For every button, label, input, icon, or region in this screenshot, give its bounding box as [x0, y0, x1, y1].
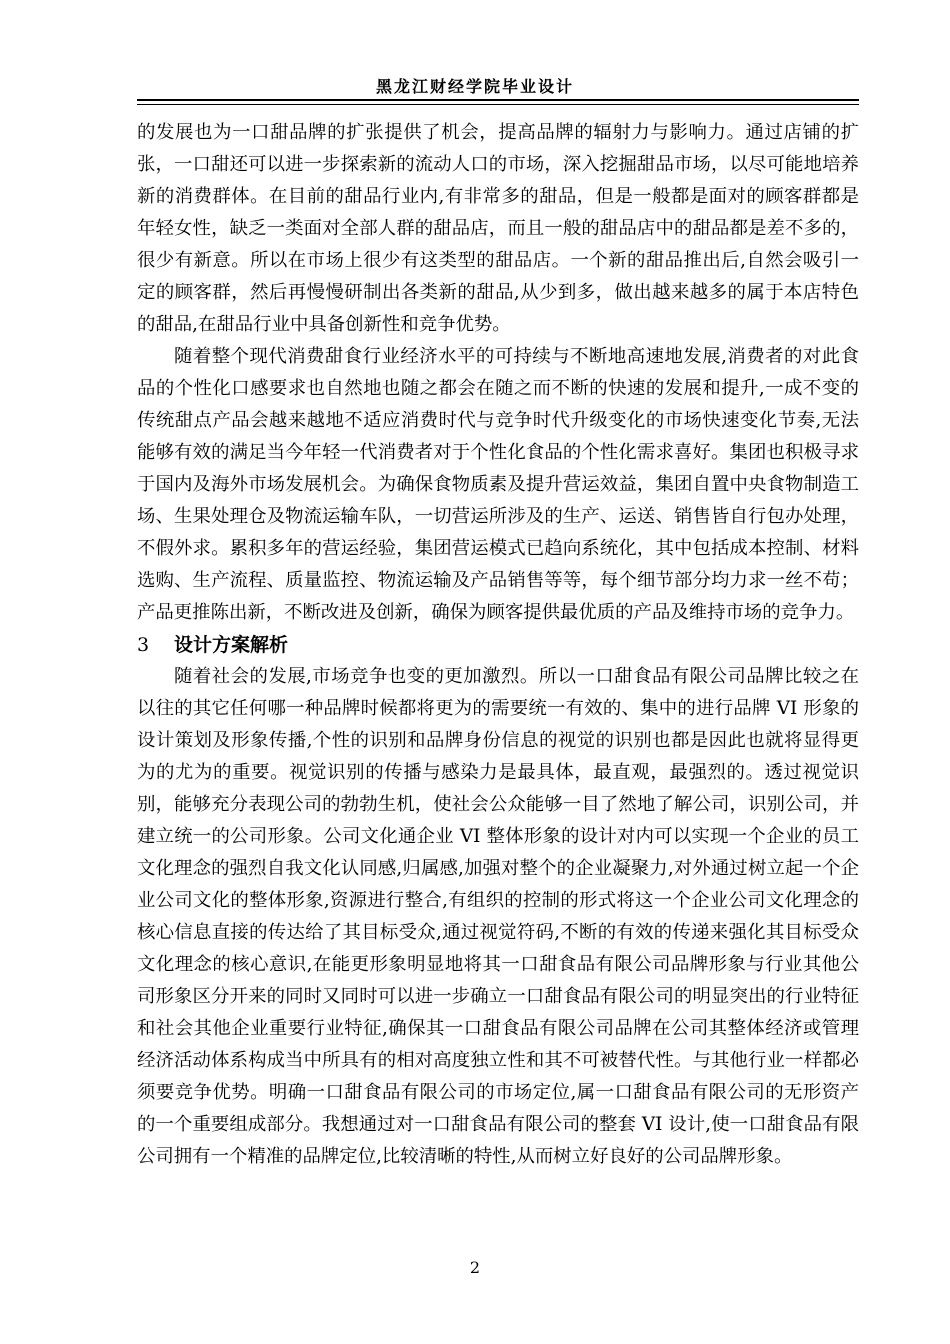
header-rule-thick [137, 99, 859, 101]
paragraph-design-analysis: 随着社会的发展,市场竞争也变的更加激烈。所以一口甜食品有限公司品牌比较之在以往的其它任何哪一种品牌时候都将更为的需要统一有效的、集中的进行品牌 VI 形象的设计策划及形象传播,个性的识别和品牌身份信息的视觉的识别也都是因此也就将显得更为的尤为的重要。视觉识别的传播与感染力是最具体，最直观，最强烈的。透过视觉识别，能够充分表现公司的勃勃生机，使社会公众能够一目了然地了解公司，识别公司，并建立统一的公司形象。公司文化通企业 VI 整体形象的设计对内可以实现一个企业的员工文化理念的强烈自我文化认同感,归属感,加强对整个的企业凝聚力,对外通过树立起一个企业公司文化的整体形象,资源进行整合,有组织的控制的形式将这一个企业公司文化理念的核心信息直接的传达给了其目标受众,通过视觉符码,不断的有效的传递来强化其目标受众文化理念的核心意识,在能更形象明显地将其一口甜食品有限公司品牌形象与行业其他公司形象区分开来的同时又同时可以进一步确立一口甜食品有限公司的明显突出的行业特征和社会其他企业重要行业特征,确保其一口甜食品有限公司品牌在公司其整体经济或管理经济活动体系构成当中所具有的相对高度独立性和其不可被替代性。与其他行业一样都必须要竞争优势。明确一口甜食品有限公司的市场定位,属一口甜食品有限公司的无形资产的一个重要组成部分。我想通过对一口甜食品有限公司的整套 VI 设计,使一口甜食品有限公司拥有一个精准的品牌定位,比较清晰的特性,从而树立好良好的公司品牌形象。 [137, 666, 859, 1167]
header-rule-thin [137, 104, 859, 105]
section-title: 设计方案解析 [174, 634, 289, 656]
paragraph-continued: 的发展也为一口甜品牌的扩张提供了机会，提高品牌的辐射力与影响力。通过店铺的扩张，一口甜还可以进一步探索新的流动人口的市场，深入挖掘甜品市场，以尽可能地培养新的消费群体。在目前的甜品行业内,有非常多的甜品，但是一般都是面对的顾客群都是年轻女性，缺乏一类面对全部人群的甜品店，而且一般的甜品店中的甜品都是差不多的，很少有新意。所以在市场上很少有这类型的甜品店。一个新的甜品推出后,自然会吸引一定的顾客群，然后再慢慢研制出各类新的甜品,从少到多，做出越来越多的属于本店特色的甜品,在甜品行业中具备创新性和竞争优势。 [137, 122, 859, 335]
section-number: 3 [137, 634, 150, 656]
paragraph-market-trends: 随着整个现代消费甜食行业经济水平的可持续与不断地高速地发展,消费者的对此食品的个性化口感要求也自然地也随之都会在随之而不断的快速的发展和提升,一成不变的传统甜点产品会越来越地不适应消费时代与竞争时代升级变化的市场快速变化节奏,无法能够有效的满足当今年轻一代消费者对于个性化食品的个性化需求喜好。集团也积极寻求于国内及海外市场发展机会。为确保食物质素及提升营运效益，集团自置中央食物制造工场、生果处理仓及物流运输车队，一切营运所涉及的生产、运送、销售皆自行包办处理，不假外求。累积多年的营运经验，集团营运模式已趋向系统化，其中包括成本控制、材料选购、生产流程、质量监控、物流运输及产品销售等等，每个细节部分均力求一丝不苟；产品更推陈出新，不断改进及创新，确保为顾客提供最优质的产品及维持市场的竞争力。 [137, 346, 859, 623]
page-number: 2 [469, 1258, 481, 1277]
body-text [137, 117, 859, 1173]
running-header-title: 黑龙江财经学院毕业设计 [375, 77, 574, 96]
section-heading [137, 629, 859, 661]
